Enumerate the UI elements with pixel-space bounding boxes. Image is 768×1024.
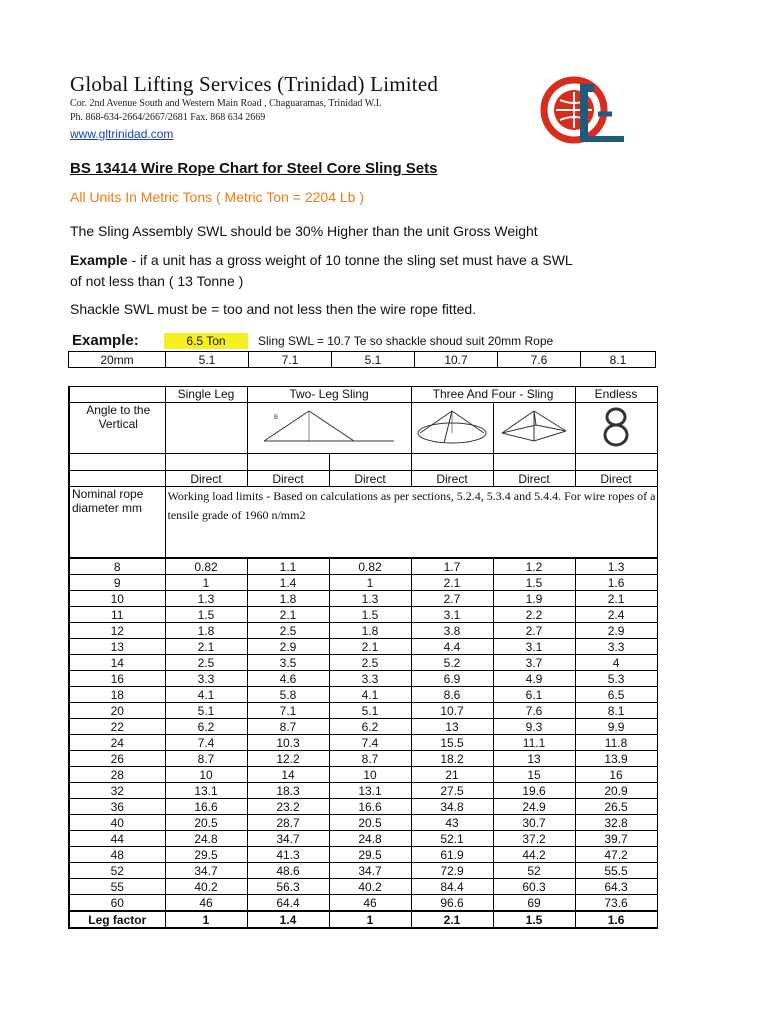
example-cell: 10.7 (415, 352, 498, 368)
rope-diameter-cell: 11 (69, 607, 165, 623)
wll-value-cell: 1.8 (329, 623, 411, 639)
wll-value-cell: 7.4 (329, 735, 411, 751)
svg-text:B: B (274, 414, 279, 421)
rope-diameter-cell: 28 (69, 767, 165, 783)
wll-value-cell: 34.7 (329, 863, 411, 879)
header-two-leg: Two- Leg Sling (247, 387, 411, 403)
wll-value-cell: 16.6 (165, 799, 247, 815)
four-leg-sling-icon (496, 407, 572, 447)
example-paragraph (70, 250, 573, 292)
wll-value-cell: 61.9 (411, 847, 493, 863)
wll-value-cell: 4.4 (411, 639, 493, 655)
rope-diameter-cell: 55 (69, 879, 165, 895)
wll-value-cell: 1.8 (165, 623, 247, 639)
wll-value-cell: 21 (411, 767, 493, 783)
leg-factor-row (69, 911, 657, 928)
wll-value-cell: 10 (165, 767, 247, 783)
wll-value-cell: 10 (329, 767, 411, 783)
wll-value-cell: 34.7 (165, 863, 247, 879)
header-row-wll (69, 487, 657, 559)
example-paragraph-line2: of not less than ( 13 Tonne ) (70, 273, 244, 289)
wire-rope-chart-table (68, 386, 658, 929)
wll-value-cell: 64.4 (247, 895, 329, 912)
wll-value-cell: 4.1 (329, 687, 411, 703)
leg-factor-value: 1.6 (575, 911, 657, 928)
wll-value-cell: 32.8 (575, 815, 657, 831)
wll-value-cell: 44.2 (493, 847, 575, 863)
rope-diameter-cell: 16 (69, 671, 165, 687)
table-row (69, 799, 657, 815)
wll-value-cell: 5.1 (329, 703, 411, 719)
company-address: Cor. 2nd Avenue South and Western Main Road , Chaguaramas, Trinidad W.I. (70, 98, 382, 109)
wll-value-cell: 2.4 (575, 607, 657, 623)
leg-factor-value: 1 (329, 911, 411, 928)
rope-diameter-cell: 60 (69, 895, 165, 912)
wll-value-cell: 13 (493, 751, 575, 767)
wll-value-cell: 5.3 (575, 671, 657, 687)
wll-value-cell: 1.1 (247, 558, 329, 575)
table-row (69, 815, 657, 831)
wll-value-cell: 1 (165, 575, 247, 591)
direct-label: Direct (411, 471, 493, 487)
wll-value-cell: 8.7 (165, 751, 247, 767)
wll-value-cell: 1.6 (575, 575, 657, 591)
wll-value-cell: 11.8 (575, 735, 657, 751)
wll-value-cell: 13.1 (329, 783, 411, 799)
wll-value-cell: 9.9 (575, 719, 657, 735)
rope-diameter-cell: 32 (69, 783, 165, 799)
table-row (69, 671, 657, 687)
wll-value-cell: 1.5 (329, 607, 411, 623)
rope-diameter-cell: 8 (69, 558, 165, 575)
wll-value-cell: 1.3 (575, 558, 657, 575)
wll-value-cell: 3.8 (411, 623, 493, 639)
wll-value-cell: 29.5 (165, 847, 247, 863)
wll-value-cell: 3.1 (493, 639, 575, 655)
leg-factor-value: 1.5 (493, 911, 575, 928)
wll-value-cell: 13.1 (165, 783, 247, 799)
wll-value-cell: 20.5 (165, 815, 247, 831)
header-row-types (69, 387, 657, 403)
header-wll-description: Working load limits - Based on calculations as per sections, 5.2.4, 5.3.4 and 5.4.4. For wire ropes of a tensile grade of 1960 n/mm2 (165, 487, 657, 559)
table-row (69, 558, 657, 575)
wll-value-cell: 69 (493, 895, 575, 912)
direct-label: Direct (575, 471, 657, 487)
wll-value-cell: 18.3 (247, 783, 329, 799)
wll-value-cell: 34.7 (247, 831, 329, 847)
wll-value-cell: 15 (493, 767, 575, 783)
wll-value-cell: 37.2 (493, 831, 575, 847)
wll-value-cell: 1 (329, 575, 411, 591)
table-row (69, 735, 657, 751)
wll-value-cell: 72.9 (411, 863, 493, 879)
wll-value-cell: 2.1 (411, 575, 493, 591)
leg-factor-value: 2.1 (411, 911, 493, 928)
rope-diameter-cell: 52 (69, 863, 165, 879)
company-logo (540, 70, 652, 150)
wll-value-cell: 2.5 (247, 623, 329, 639)
rope-diameter-cell: 13 (69, 639, 165, 655)
wll-value-cell: 1.5 (165, 607, 247, 623)
leg-factor-value: 1.4 (247, 911, 329, 928)
website-link[interactable]: www.gltrinidad.com (70, 127, 174, 141)
wll-value-cell: 3.3 (165, 671, 247, 687)
wll-value-cell: 60.3 (493, 879, 575, 895)
table-row (69, 607, 657, 623)
wll-value-cell: 2.9 (247, 639, 329, 655)
wll-value-cell: 55.5 (575, 863, 657, 879)
wll-value-cell: 18.2 (411, 751, 493, 767)
wll-value-cell: 1.3 (165, 591, 247, 607)
wll-value-cell: 24.9 (493, 799, 575, 815)
wll-value-cell: 12.2 (247, 751, 329, 767)
example-cell: 20mm (69, 352, 166, 368)
header-three-four: Three And Four - Sling (411, 387, 575, 403)
wll-value-cell: 7.6 (493, 703, 575, 719)
wll-value-cell: 19.6 (493, 783, 575, 799)
wll-value-cell: 11.1 (493, 735, 575, 751)
example-row (69, 352, 656, 368)
wll-value-cell: 10.3 (247, 735, 329, 751)
example-row-table (68, 351, 656, 368)
wll-value-cell: 3.3 (329, 671, 411, 687)
wll-value-cell: 10.7 (411, 703, 493, 719)
header-row-spacer (69, 454, 657, 471)
table-row (69, 687, 657, 703)
wll-value-cell: 39.7 (575, 831, 657, 847)
two-leg-sling-icon (254, 407, 404, 447)
direct-label: Direct (165, 471, 247, 487)
wll-value-cell: 13 (411, 719, 493, 735)
rope-diameter-cell: 40 (69, 815, 165, 831)
wll-value-cell: 4.1 (165, 687, 247, 703)
wll-value-cell: 15.5 (411, 735, 493, 751)
table-row (69, 863, 657, 879)
wll-value-cell: 4 (575, 655, 657, 671)
rope-diameter-cell: 26 (69, 751, 165, 767)
wll-value-cell: 2.5 (329, 655, 411, 671)
wll-value-cell: 6.2 (329, 719, 411, 735)
wll-value-cell: 8.7 (329, 751, 411, 767)
example-cell: 5.1 (332, 352, 415, 368)
wll-value-cell: 7.4 (165, 735, 247, 751)
wll-value-cell: 3.1 (411, 607, 493, 623)
wll-value-cell: 73.6 (575, 895, 657, 912)
wll-value-cell: 2.2 (493, 607, 575, 623)
wll-value-cell: 9.3 (493, 719, 575, 735)
rope-diameter-cell: 10 (69, 591, 165, 607)
wll-value-cell: 41.3 (247, 847, 329, 863)
leg-factor-value: 1 (165, 911, 247, 928)
wll-value-cell: 30.7 (493, 815, 575, 831)
company-name: Global Lifting Services (Trinidad) Limited (70, 72, 439, 96)
example-bold-label: Example (70, 252, 128, 268)
wll-value-cell: 2.1 (329, 639, 411, 655)
wll-value-cell: 52 (493, 863, 575, 879)
table-row (69, 703, 657, 719)
table-row (69, 879, 657, 895)
wll-value-cell: 7.1 (247, 703, 329, 719)
wll-value-cell: 29.5 (329, 847, 411, 863)
header-endless: Endless (575, 387, 657, 403)
units-note: All Units In Metric Tons ( Metric Ton = 2204 Lb ) (70, 189, 364, 205)
rope-diameter-cell: 9 (69, 575, 165, 591)
wll-value-cell: 2.1 (247, 607, 329, 623)
rope-diameter-cell: 44 (69, 831, 165, 847)
leg-factor-label: Leg factor (69, 911, 165, 928)
wll-value-cell: 6.1 (493, 687, 575, 703)
wll-value-cell: 1.8 (247, 591, 329, 607)
company-phones: Ph. 868-634-2664/2667/2681 Fax. 868 634 2669 (70, 112, 266, 123)
direct-label: Direct (329, 471, 411, 487)
four-leg-diagram-cell (493, 403, 575, 454)
wll-value-cell: 4.6 (247, 671, 329, 687)
swl-paragraph: The Sling Assembly SWL should be 30% Higher than the unit Gross Weight (70, 223, 538, 239)
wll-value-cell: 40.2 (329, 879, 411, 895)
wll-value-cell: 52.1 (411, 831, 493, 847)
three-leg-diagram-cell (411, 403, 493, 454)
example-label: Example: (72, 332, 139, 349)
table-row (69, 767, 657, 783)
header-single-leg: Single Leg (165, 387, 247, 403)
wll-value-cell: 1.2 (493, 558, 575, 575)
example-ton-highlight: 6.5 Ton (164, 333, 248, 349)
wll-value-cell: 2.9 (575, 623, 657, 639)
wll-value-cell: 6.5 (575, 687, 657, 703)
wll-value-cell: 84.4 (411, 879, 493, 895)
wll-value-cell: 2.7 (493, 623, 575, 639)
example-cell: 7.1 (249, 352, 332, 368)
wll-value-cell: 40.2 (165, 879, 247, 895)
rope-diameter-cell: 36 (69, 799, 165, 815)
wll-value-cell: 24.8 (329, 831, 411, 847)
table-row (69, 783, 657, 799)
example-cell: 8.1 (581, 352, 656, 368)
wll-value-cell: 34.8 (411, 799, 493, 815)
table-row (69, 895, 657, 912)
wll-value-cell: 1.9 (493, 591, 575, 607)
wll-value-cell: 56.3 (247, 879, 329, 895)
wll-value-cell: 48.6 (247, 863, 329, 879)
three-leg-sling-icon (414, 407, 490, 447)
wll-value-cell: 14 (247, 767, 329, 783)
wll-value-cell: 96.6 (411, 895, 493, 912)
table-row (69, 639, 657, 655)
wll-value-cell: 16 (575, 767, 657, 783)
header-angle: Angle to the Vertical (69, 403, 165, 454)
wll-value-cell: 2.5 (165, 655, 247, 671)
example-paragraph-line1: - if a unit has a gross weight of 10 tonne the sling set must have a SWL (127, 252, 573, 268)
wll-value-cell: 46 (165, 895, 247, 912)
wll-value-cell: 23.2 (247, 799, 329, 815)
table-row (69, 591, 657, 607)
wll-value-cell: 4.9 (493, 671, 575, 687)
wll-value-cell: 3.5 (247, 655, 329, 671)
wll-value-cell: 1.7 (411, 558, 493, 575)
wll-value-cell: 0.82 (329, 558, 411, 575)
wll-value-cell: 24.8 (165, 831, 247, 847)
wll-value-cell: 43 (411, 815, 493, 831)
wll-value-cell: 5.8 (247, 687, 329, 703)
wll-value-cell: 6.9 (411, 671, 493, 687)
table-row (69, 575, 657, 591)
wll-value-cell: 3.7 (493, 655, 575, 671)
wll-value-cell: 27.5 (411, 783, 493, 799)
example-note: Sling SWL = 10.7 Te so shackle shoud suit 20mm Rope (258, 334, 554, 348)
wll-value-cell: 1.3 (329, 591, 411, 607)
document-title: BS 13414 Wire Rope Chart for Steel Core Sling Sets (70, 160, 438, 177)
wll-value-cell: 46 (329, 895, 411, 912)
wll-value-cell: 8.7 (247, 719, 329, 735)
direct-label: Direct (247, 471, 329, 487)
header-nominal-diameter: Nominal rope diameter mm (69, 487, 165, 559)
table-row (69, 831, 657, 847)
data-rows (69, 558, 657, 911)
example-cell: 5.1 (166, 352, 249, 368)
wll-value-cell: 28.7 (247, 815, 329, 831)
wll-value-cell: 3.3 (575, 639, 657, 655)
endless-diagram-cell (575, 403, 657, 454)
two-leg-diagram-cell (247, 403, 411, 454)
wll-value-cell: 1.5 (493, 575, 575, 591)
wll-value-cell: 20.5 (329, 815, 411, 831)
wll-value-cell: 2.1 (165, 639, 247, 655)
rope-diameter-cell: 14 (69, 655, 165, 671)
wll-value-cell: 26.5 (575, 799, 657, 815)
wll-value-cell: 8.1 (575, 703, 657, 719)
rope-diameter-cell: 24 (69, 735, 165, 751)
table-row (69, 751, 657, 767)
wll-value-cell: 8.6 (411, 687, 493, 703)
wll-value-cell: 0.82 (165, 558, 247, 575)
table-row (69, 847, 657, 863)
wll-value-cell: 6.2 (165, 719, 247, 735)
rope-diameter-cell: 12 (69, 623, 165, 639)
table-row (69, 623, 657, 639)
direct-label: Direct (493, 471, 575, 487)
rope-diameter-cell: 22 (69, 719, 165, 735)
wll-value-cell: 13.9 (575, 751, 657, 767)
header-row-diagrams (69, 403, 657, 454)
rope-diameter-cell: 20 (69, 703, 165, 719)
wll-value-cell: 2.7 (411, 591, 493, 607)
single-leg-diagram-cell (165, 403, 247, 454)
example-cell: 7.6 (498, 352, 581, 368)
wll-value-cell: 20.9 (575, 783, 657, 799)
rope-diameter-cell: 48 (69, 847, 165, 863)
wll-value-cell: 2.1 (575, 591, 657, 607)
table-row (69, 655, 657, 671)
rope-diameter-cell: 18 (69, 687, 165, 703)
header-row-direct (69, 471, 657, 487)
wll-value-cell: 47.2 (575, 847, 657, 863)
wll-value-cell: 16.6 (329, 799, 411, 815)
table-row (69, 719, 657, 735)
shackle-paragraph: Shackle SWL must be = too and not less then the wire rope fitted. (70, 301, 477, 317)
endless-sling-icon (596, 405, 636, 449)
wll-value-cell: 64.3 (575, 879, 657, 895)
wll-value-cell: 5.2 (411, 655, 493, 671)
wll-value-cell: 1.4 (247, 575, 329, 591)
wll-value-cell: 5.1 (165, 703, 247, 719)
